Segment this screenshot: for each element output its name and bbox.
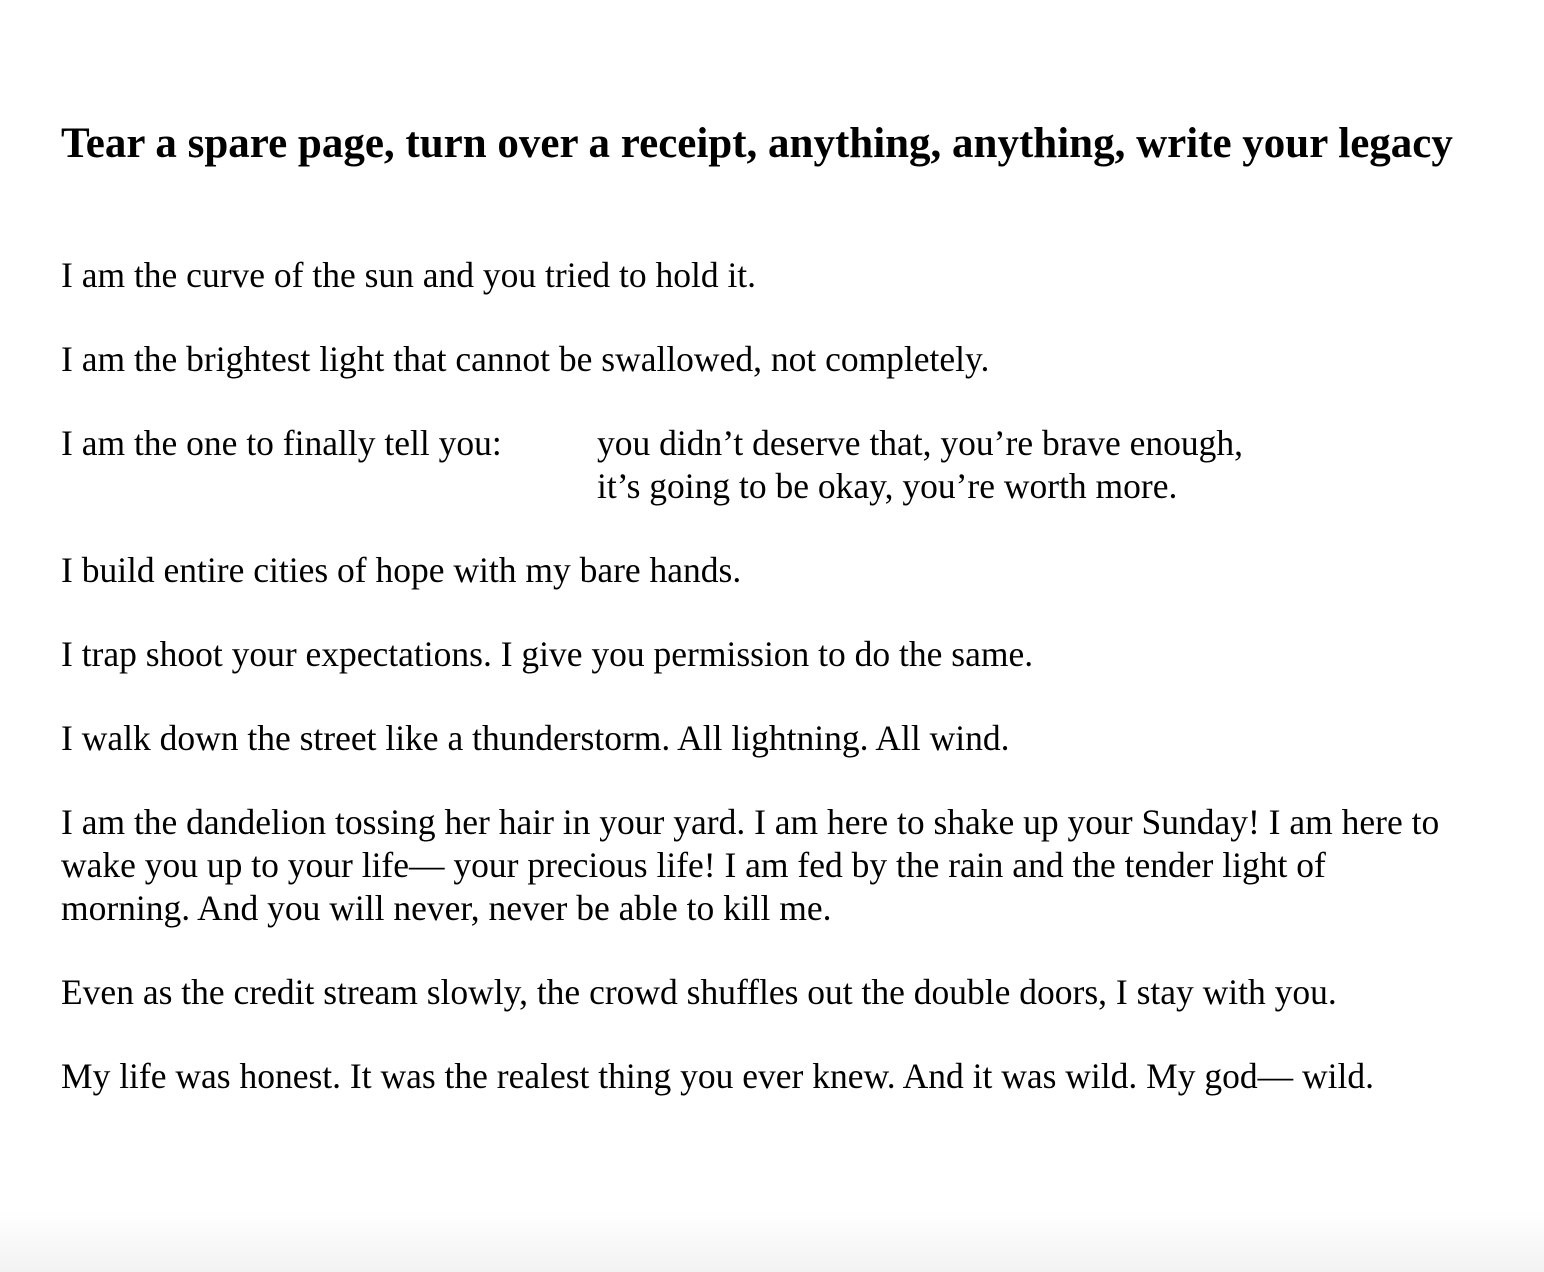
poem-line: I walk down the street like a thunderstorm. All lightning. All wind. <box>61 718 1010 758</box>
stanza <box>61 254 1521 297</box>
poem-line: morning. And you will never, never be able to kill me. <box>61 888 832 928</box>
poem-line: I am the brightest light that cannot be swallowed, not completely. <box>61 339 990 379</box>
poem-title: Tear a spare page, turn over a receipt, anything, anything, write your legacy <box>61 120 1453 167</box>
poem-line: I am the curve of the sun and you tried to hold it. <box>61 255 757 295</box>
poem-line: wake you up to your life— your precious life! I am fed by the rain and the tender light of <box>61 845 1326 885</box>
stanza <box>61 801 1521 930</box>
stanza <box>61 338 1521 381</box>
poem-line-lead: I am the one to finally tell you: <box>61 423 502 463</box>
bottom-fade <box>0 1212 1544 1272</box>
stanza <box>61 971 1521 1014</box>
stanza <box>61 633 1521 676</box>
indented-lines <box>597 422 1243 508</box>
poem-line: I trap shoot your expectations. I give you permission to do the same. <box>61 634 1034 674</box>
stanza <box>61 549 1521 592</box>
poem-line: My life was honest. It was the realest thing you ever knew. And it was wild. My god— wild. <box>61 1056 1374 1096</box>
poem-line: I build entire cities of hope with my bare hands. <box>61 550 742 590</box>
poem-body <box>61 254 1521 1139</box>
poem-line: Even as the credit stream slowly, the crowd shuffles out the double doors, I stay with you. <box>61 972 1337 1012</box>
stanza-indented <box>61 422 1521 508</box>
poem-line: it’s going to be okay, you’re worth more. <box>597 466 1178 506</box>
stanza <box>61 1055 1521 1098</box>
poem-line: you didn’t deserve that, you’re brave enough, <box>597 423 1244 463</box>
stanza <box>61 717 1521 760</box>
poem-line: I am the dandelion tossing her hair in your yard. I am here to shake up your Sunday! I am here to <box>61 802 1440 842</box>
